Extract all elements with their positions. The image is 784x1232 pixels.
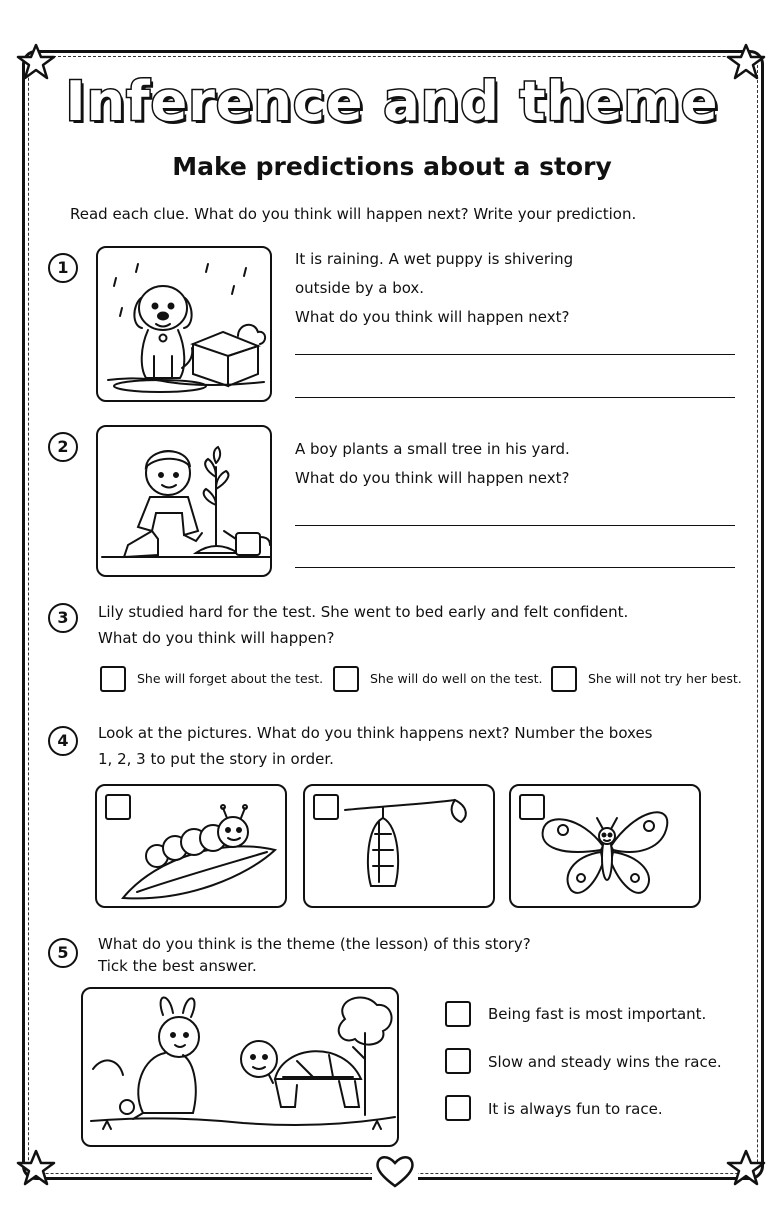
question-5-instruction: Tick the best answer.: [98, 957, 257, 975]
theme-label-slow-and-steady: Slow and steady wins the race.: [488, 1053, 722, 1071]
theme-checkbox-fast[interactable]: [445, 1001, 471, 1027]
theme-label-fun: It is always fun to race.: [488, 1100, 663, 1118]
instructions: Read each clue. What do you think will happen next? Write your prediction.: [70, 205, 637, 223]
sequence-box-butterfly[interactable]: [519, 794, 545, 820]
theme-checkbox-slow-and-steady[interactable]: [445, 1048, 471, 1074]
page-title: Inference and theme: [65, 70, 719, 133]
question-4-text: Look at the pictures. What do you think happens next? Number the boxes: [98, 724, 653, 742]
question-number-3: 3: [48, 603, 78, 633]
question-number-2: 2: [48, 432, 78, 462]
sequence-box-chrysalis[interactable]: [313, 794, 339, 820]
answer-line-1a[interactable]: [295, 354, 735, 355]
option-label-forget: She will forget about the test.: [137, 671, 324, 686]
answer-line-1b[interactable]: [295, 397, 735, 398]
tortoise-and-hare-picture: [81, 987, 399, 1147]
question-number-5: 5: [48, 938, 78, 968]
sequence-box-caterpillar[interactable]: [105, 794, 131, 820]
option-checkbox-not-try[interactable]: [551, 666, 577, 692]
question-5-text: What do you think is the theme (the lesson) of this story?: [98, 935, 531, 953]
puppy-illustration: [98, 248, 272, 402]
answer-line-2a[interactable]: [295, 525, 735, 526]
question-2-text: A boy plants a small tree in his yard.: [295, 440, 570, 458]
puppy-in-rain-picture: [96, 246, 272, 402]
question-3-text: Lily studied hard for the test. She went to bed early and felt confident.: [98, 603, 629, 621]
answer-line-2b[interactable]: [295, 567, 735, 568]
question-3-prompt: What do you think will happen?: [98, 629, 335, 647]
question-1-text-line-2: outside by a box.: [295, 279, 425, 297]
question-1-prompt: What do you think will happen next?: [295, 308, 570, 326]
option-checkbox-forget[interactable]: [100, 666, 126, 692]
theme-label-fast: Being fast is most important.: [488, 1005, 707, 1023]
option-label-do-well: She will do well on the test.: [370, 671, 543, 686]
star-icon-bottom-left: [16, 1148, 56, 1188]
question-number-1: 1: [48, 253, 78, 283]
boy-planting-tree-picture: [96, 425, 272, 577]
star-icon-bottom-right: [726, 1148, 766, 1188]
question-1-text-line-1: It is raining. A wet puppy is shivering: [295, 250, 574, 268]
boy-planting-illustration: [98, 427, 272, 577]
tortoise-and-hare-illustration: [83, 989, 399, 1147]
question-2-prompt: What do you think will happen next?: [295, 469, 570, 487]
page-subtitle: Make predictions about a story: [172, 152, 612, 181]
option-checkbox-do-well[interactable]: [333, 666, 359, 692]
option-label-not-try: She will not try her best.: [588, 671, 742, 686]
question-number-4: 4: [48, 726, 78, 756]
theme-checkbox-fun[interactable]: [445, 1095, 471, 1121]
heart-icon: [372, 1150, 418, 1190]
question-4-text-line-2: 1, 2, 3 to put the story in order.: [98, 750, 334, 768]
